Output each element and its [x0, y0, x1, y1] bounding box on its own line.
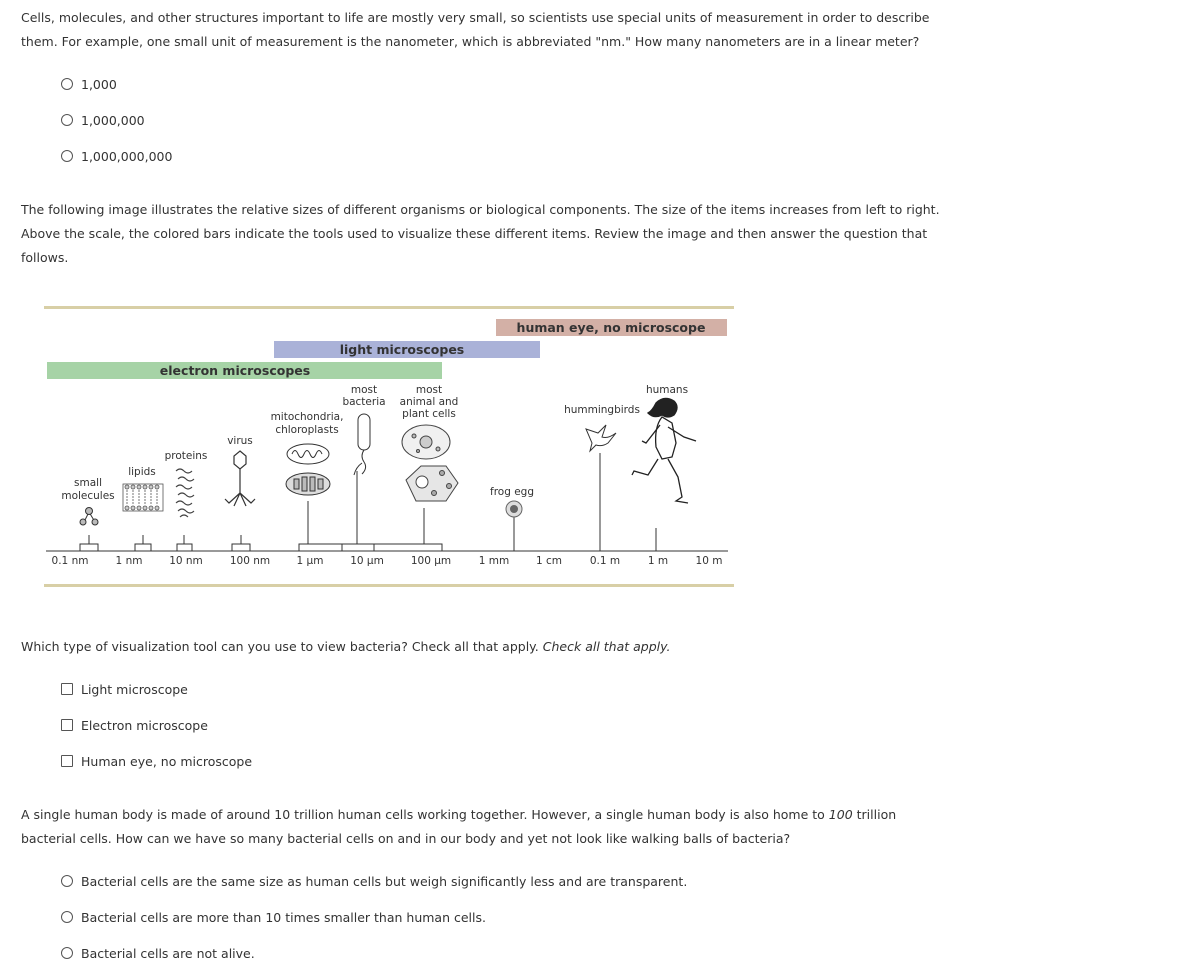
q3-option-smaller[interactable]: [61, 908, 486, 926]
scale-label-1cm: 1 cm: [535, 555, 563, 567]
radio-button[interactable]: [61, 114, 73, 126]
small-molecules-label-line1: small: [74, 477, 102, 489]
option-label: Human eye, no microscope: [81, 753, 253, 769]
radio-button[interactable]: [61, 875, 73, 887]
option-label: Light microscope: [81, 681, 188, 697]
light-microscopes-bar-label: light microscopes: [339, 342, 465, 357]
size-scale-figure: [44, 303, 736, 593]
human-runner-icon: [632, 398, 696, 503]
virus-icon: [225, 451, 255, 506]
q2-option-light-microscope[interactable]: [61, 680, 188, 698]
radio-button[interactable]: [61, 911, 73, 923]
scale-label-0-1m: 0.1 m: [589, 555, 621, 567]
q2-option-human-eye[interactable]: [61, 752, 252, 770]
bacteria-label-line2: bacteria: [342, 396, 386, 408]
hummingbird-icon: [586, 425, 616, 451]
figure-intro-text: The following image illustrates the relative sizes of different organisms or biological components. The size of the items increases from left to right. Above the scale, the colored bars indicate the tools used to visualize these different items. Review the image and then answer the question that follows.: [21, 202, 940, 265]
question-3-text-part2: trillion bacterial cells. How can we have so many bacterial cells on and in our body and yet not look like walking balls of bacteria?: [21, 807, 897, 846]
bacteria-label-line1: most: [350, 384, 378, 396]
option-label: Bacterial cells are not alive.: [81, 945, 255, 961]
radio-button[interactable]: [61, 150, 73, 162]
humans-label: humans: [645, 384, 689, 396]
option-label: Electron microscope: [81, 717, 208, 733]
cells-label-line1: most: [415, 384, 443, 396]
q3-option-same-size[interactable]: [61, 872, 687, 890]
scale-label-1nm: 1 nm: [115, 555, 143, 567]
small-molecule-icon: [80, 508, 98, 526]
q1-option-1000000000[interactable]: [61, 147, 172, 165]
option-label: Bacterial cells are the same size as human cells but weigh significantly less and are transparent.: [81, 873, 688, 889]
option-label: 1,000,000,000: [81, 148, 173, 164]
scale-label-10um: 10 µm: [350, 555, 384, 567]
scale-label-100um: 100 µm: [410, 555, 452, 567]
q1-option-1000[interactable]: [61, 75, 117, 93]
option-label: Bacterial cells are more than 10 times smaller than human cells.: [81, 909, 486, 925]
question-2-text: [21, 635, 941, 659]
question-1-text: Cells, molecules, and other structures important to life are mostly very small, so scientists use special units of measurement in order to describe them. For example, one small unit of measurement is the nanometer, which is abbreviated "nm." How many nanometers are in a linear meter?: [21, 10, 930, 49]
virus-label: virus: [227, 435, 253, 447]
checkbox[interactable]: [61, 683, 73, 695]
figure-bottom-border: [44, 584, 734, 587]
q2-option-electron-microscope[interactable]: [61, 716, 208, 734]
question-2-hint: Check all that apply.: [542, 639, 671, 654]
figure-top-border: [44, 306, 734, 309]
frog-egg-icon: [506, 501, 522, 517]
radio-button[interactable]: [61, 947, 73, 959]
question-3-emphasis: 100: [828, 807, 853, 822]
chloroplast-icon: [286, 473, 330, 495]
scale-label-100nm: 100 nm: [229, 555, 271, 567]
checkbox[interactable]: [61, 719, 73, 731]
proteins-label: proteins: [164, 450, 208, 462]
scale-label-10nm: 10 nm: [169, 555, 203, 567]
mitochondria-label-line2: chloroplasts: [275, 424, 339, 436]
q3-option-not-alive[interactable]: [61, 944, 255, 962]
animal-cell-icon: [402, 425, 450, 459]
mitochondria-label-line1: mitochondria,: [270, 411, 344, 423]
cells-label-line2: animal and: [399, 396, 459, 408]
bacterium-icon: [354, 414, 370, 475]
frog-egg-label: frog egg: [490, 486, 534, 498]
plant-cell-icon: [406, 466, 458, 501]
checkbox[interactable]: [61, 755, 73, 767]
lipids-label: lipids: [128, 466, 156, 478]
electron-microscopes-bar-label: electron microscopes: [159, 363, 311, 378]
cells-label-line3: plant cells: [402, 408, 456, 420]
scale-label-1mm: 1 mm: [478, 555, 510, 567]
option-label: 1,000,000: [81, 112, 145, 128]
mitochondria-icon: [287, 444, 329, 464]
lipid-bilayer-icon: [123, 484, 163, 511]
question-2-prompt: Which type of visualization tool can you use to view bacteria? Check all that apply.: [21, 639, 539, 654]
human-eye-bar-label: human eye, no microscope: [516, 320, 706, 335]
hummingbirds-label: hummingbirds: [564, 404, 640, 416]
radio-button[interactable]: [61, 78, 73, 90]
protein-icon: [176, 469, 194, 517]
option-label: 1,000: [81, 76, 117, 92]
scale-label-1m: 1 m: [647, 555, 669, 567]
q1-option-1000000[interactable]: [61, 111, 145, 129]
scale-label-1um: 1 µm: [296, 555, 324, 567]
question-3-text-part1: A single human body is made of around 10 trillion human cells working together. However, a single human body is also home to: [21, 807, 825, 822]
range-brackets: [80, 453, 656, 551]
scale-label-0-1nm: 0.1 nm: [51, 555, 89, 567]
scale-label-10m: 10 m: [695, 555, 723, 567]
question-3-text: [21, 803, 941, 851]
small-molecules-label-line2: molecules: [61, 490, 115, 502]
